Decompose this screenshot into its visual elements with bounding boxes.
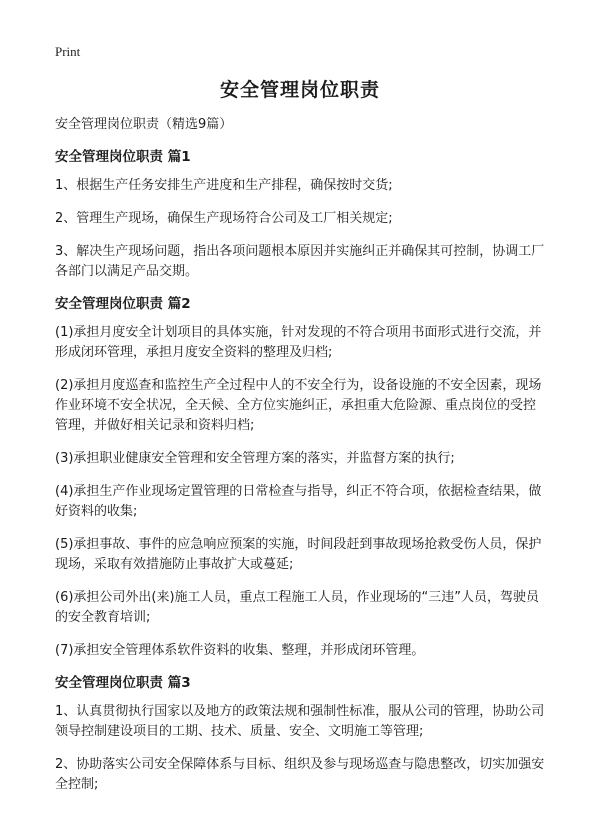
paragraph: (6)承担公司外出(来)施工人员，重点工程施工人员，作业现场的“三违”人员，驾驶员的安全教育培训; <box>55 590 540 625</box>
page-title: 安全管理岗位职责 <box>219 79 380 101</box>
paragraph: (5)承担事故、事件的应急响应预案的实施，时间段赶到事故现场抢救受伤人员，保护现场，采取有效措施防止事故扩大或蔓延; <box>55 537 542 572</box>
paragraph: (7)承担安全管理体系软件资料的收集、整理，并形成闭环管理。 <box>55 643 425 658</box>
page-subtitle: 安全管理岗位职责（精选9篇） <box>55 117 233 132</box>
section-heading: 安全管理岗位职责 篇3 <box>55 675 191 691</box>
section-2 <box>55 295 545 661</box>
section-heading: 安全管理岗位职责 篇1 <box>55 149 191 165</box>
paragraph: (2)承担月度巡查和监控生产全过程中人的不安全行为，设备设施的不安全因素，现场作业环境不安全状况，全天候、全方位实施纠正，承担重大危险源、重点岗位的受控管理，并做好相关记录和资料归档; <box>55 378 542 433</box>
paragraph: (4)承担生产作业现场定置管理的日常检查与指导，纠正不符合项，依据检查结果，做好资料的收集; <box>55 484 542 519</box>
print-label: Print <box>55 44 81 59</box>
section-heading: 安全管理岗位职责 篇2 <box>55 296 191 312</box>
section-3 <box>55 674 545 795</box>
paragraph: 1、根据生产任务安排生产进度和生产排程，确保按时交货; <box>55 178 393 193</box>
paragraph: 1、认真贯彻执行国家以及地方的政策法规和强制性标准，服从公司的管理，协助公司领导控制建设项目的工期、技术、质量、安全、文明施工等管理; <box>55 704 545 739</box>
section-1 <box>55 148 545 282</box>
paragraph: 3、解决生产现场问题，指出各项问题根本原因并实施纠正并确保其可控制，协调工厂各部门以满足产品交期。 <box>55 244 545 279</box>
paragraph: 2、协助落实公司安全保障体系与目标、组织及参与现场巡查与隐患整改，切实加强安全控制; <box>55 757 545 792</box>
paragraph: 2、管理生产现场，确保生产现场符合公司及工厂相关规定; <box>55 211 393 226</box>
paragraph: (3)承担职业健康安全管理和安全管理方案的落实，并监督方案的执行; <box>55 451 455 466</box>
paragraph: (1)承担月度安全计划项目的具体实施，针对发现的不符合项用书面形式进行交流，并形成闭环管理，承担月度安全资料的整理及归档; <box>55 325 542 360</box>
